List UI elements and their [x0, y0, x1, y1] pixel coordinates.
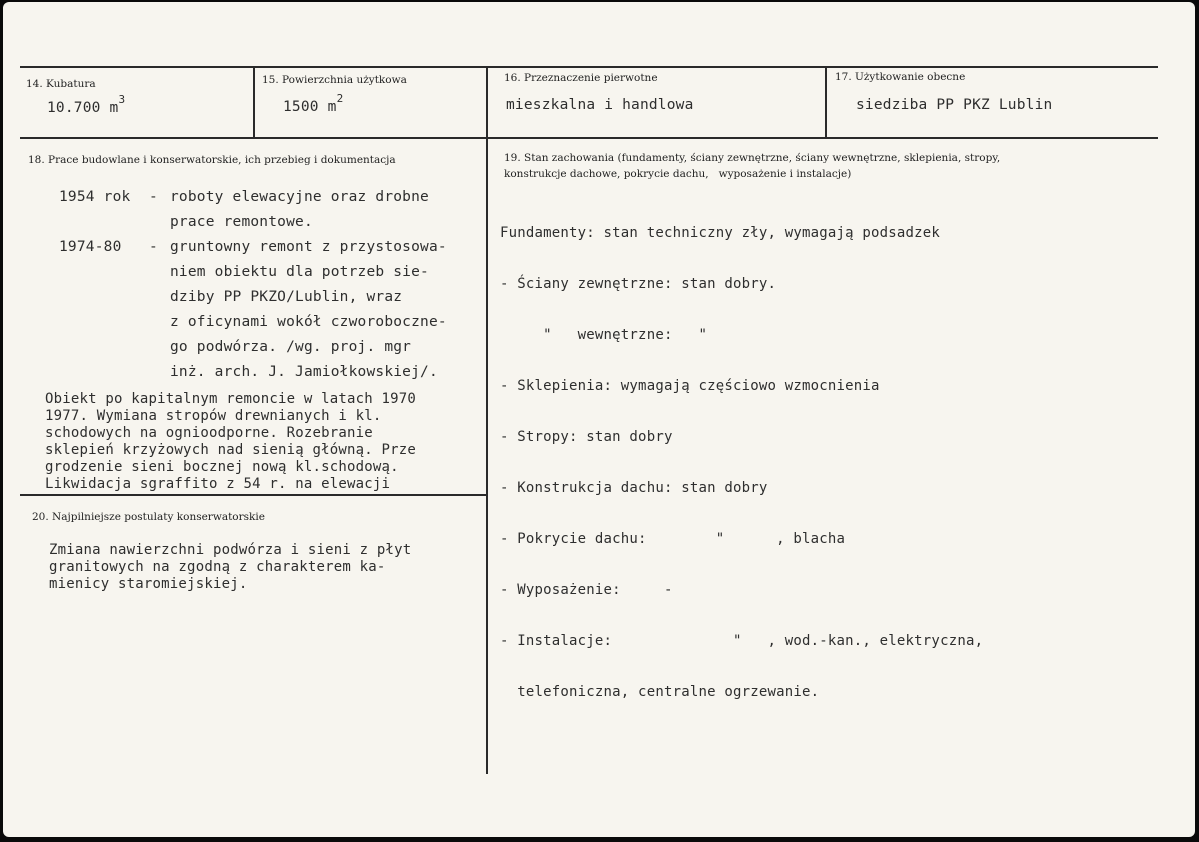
col-divider-2 [486, 66, 488, 138]
field-14-value: 10.700 $m^3$ [47, 93, 126, 116]
field-19-body [500, 191, 983, 735]
note-line-6: Likwidacja sgraffito z 54 r. na elewacji [45, 476, 391, 492]
condition-line-9: - Instalacje: " , wod.-kan., elektryczna, [500, 633, 984, 649]
entry-1954-year: 1954 rok [59, 189, 131, 205]
field-16-label: 16. Przeznaczenie pierwotne [504, 72, 658, 84]
note-line-3: schodowych na ognioodporne. Rozebranie [45, 425, 373, 441]
top-rule [20, 66, 1158, 68]
entry-1954-line-1: roboty elewacyjne oraz drobne [170, 189, 429, 205]
entry-1974-line-5: go podwórza. /wg. proj. mgr [170, 339, 412, 355]
condition-line-2: - Ściany zewnętrzne: stan dobry. [500, 276, 777, 292]
field-17-label: 17. Użytkowanie obecne [835, 71, 966, 83]
field-19-label-line-2: konstrukcje dachowe, pokrycie dachu, wyposażenie i instalacje) [504, 168, 852, 180]
record-card [3, 2, 1195, 837]
condition-line-4: - Sklepienia: wymagają częściowo wzmocnienia [500, 378, 880, 394]
col-divider-3 [825, 66, 827, 138]
condition-line-1: Fundamenty: stan techniczny zły, wymagają podsadzek [500, 225, 941, 241]
field-16-value: mieszkalna i handlowa [506, 97, 694, 113]
note-line-2: 1977. Wymiana stropów drewnianych i kl. [45, 408, 382, 424]
field-18-note [45, 391, 416, 493]
col-divider-main [486, 138, 488, 774]
entry-1974-line-3: dziby PP PKZO/Lublin, wraz [170, 289, 403, 305]
field-19-label-line-1: 19. Stan zachowania (fundamenty, ściany zewnętrzne, ściany wewnętrzne, sklepienia, stropy, [504, 152, 1001, 164]
entry-1954-dash: - [149, 189, 158, 205]
condition-line-10: telefoniczna, centralne ogrzewanie. [500, 684, 820, 700]
postulate-line-2: granitowych na zgodną z charakterem ka- [49, 559, 386, 575]
condition-line-7: - Pokrycie dachu: " , blacha [500, 531, 846, 547]
field-20-label: 20. Najpilniejsze postulaty konserwatorskie [32, 511, 265, 523]
entry-1974-line-4: z oficynami wokół czworoboczne- [170, 314, 447, 330]
field-20-body [49, 542, 411, 593]
entry-1974-line-6: inż. arch. J. Jamiołkowskiej/. [170, 364, 438, 380]
field-15-label: 15. Powierzchnia użytkowa [262, 74, 407, 86]
postulate-line-3: mienicy staromiejskiej. [49, 576, 248, 592]
section-18-bottom-rule [20, 494, 487, 496]
entry-1974-line-2: niem obiektu dla potrzeb sie- [170, 264, 429, 280]
note-line-1: Obiekt po kapitalnym remoncie w latach 1970 [45, 391, 417, 407]
field-18-label: 18. Prace budowlane i konserwatorskie, ich przebieg i dokumentacja [28, 154, 396, 166]
col-divider-1 [253, 66, 255, 138]
entry-1954-line-2: prace remontowe. [170, 214, 313, 230]
entry-1974-line-1: gruntowny remont z przystosowa- [170, 239, 447, 255]
note-line-4: sklepień krzyżowych nad sienią główną. Prze [45, 442, 417, 458]
entry-1974-dash: - [149, 239, 158, 255]
field-15-value: 1500 $m^2$ [283, 92, 344, 115]
row1-bottom-rule [20, 137, 1158, 139]
condition-line-3: " wewnętrzne: " [500, 327, 708, 343]
note-line-5: grodzenie sieni bocznej nową kl.schodową. [45, 459, 399, 475]
postulate-line-1: Zmiana nawierzchni podwórza i sieni z płyt [49, 542, 412, 558]
condition-line-8: - Wyposażenie: - [500, 582, 673, 598]
entry-1974-year: 1974-80 [59, 239, 122, 255]
condition-line-5: - Stropy: stan dobry [500, 429, 673, 445]
condition-line-6: - Konstrukcja dachu: stan dobry [500, 480, 768, 496]
field-17-value: siedziba PP PKZ Lublin [856, 97, 1053, 113]
field-14-label: 14. Kubatura [26, 78, 96, 90]
